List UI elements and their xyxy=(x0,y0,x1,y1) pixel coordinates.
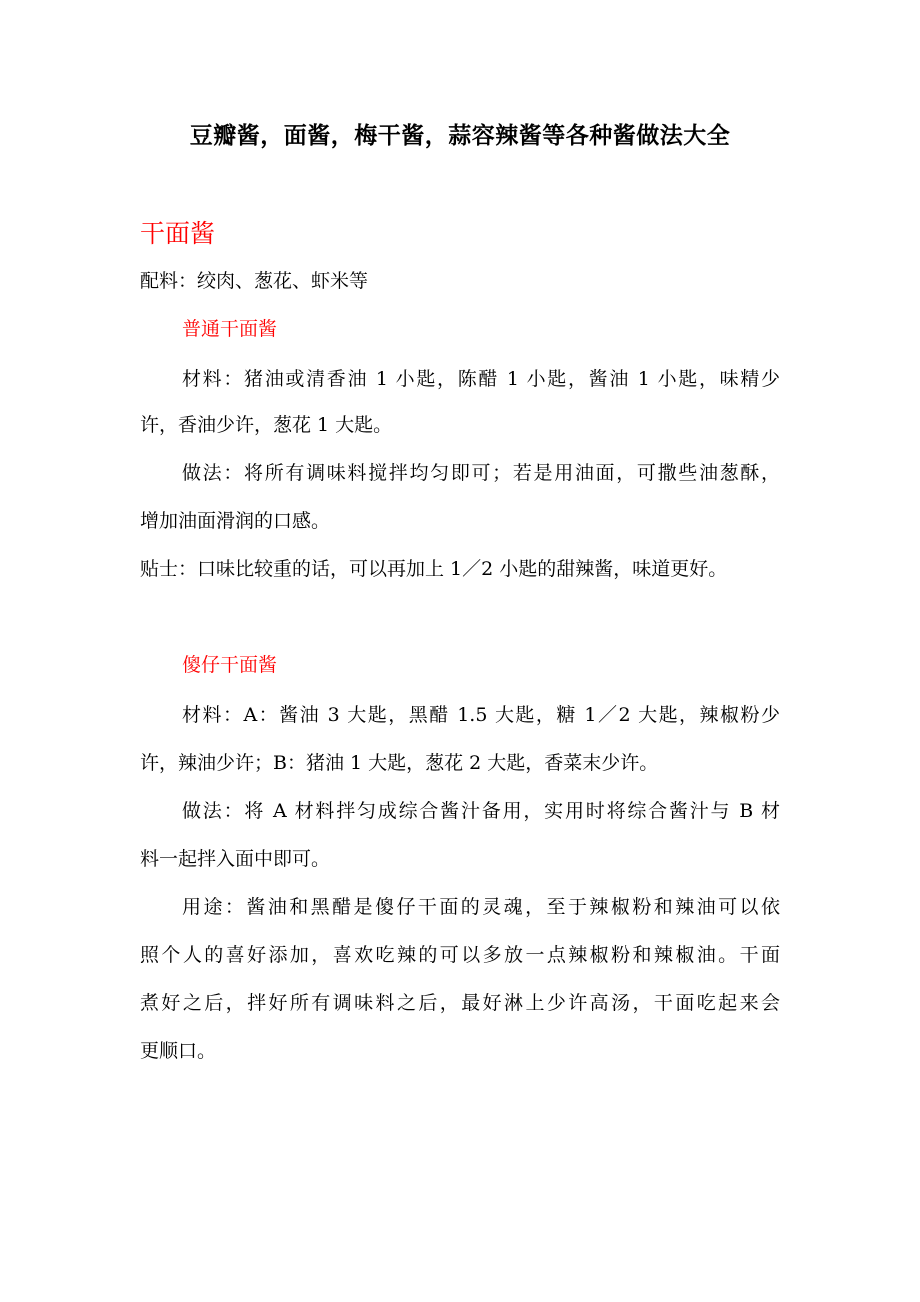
recipe2-usage-line1: 用途：酱油和黑醋是傻仔干面的灵魂，至于辣椒粉和辣油可以依 xyxy=(182,896,780,918)
recipe2-usage-line4: 更顺口。 xyxy=(140,1040,217,1062)
recipe1-title: 普通干面酱 xyxy=(182,318,278,340)
section-heading-dry-noodle-sauce: 干面酱 xyxy=(140,219,216,248)
recipe1-materials-line1: 材料：猪油或清香油 1 小匙，陈醋 1 小匙，酱油 1 小匙，味精少 xyxy=(182,368,780,390)
document-title: 豆瓣酱，面酱，梅干酱，蒜容辣酱等各种酱做法大全 xyxy=(189,123,731,149)
recipe2-usage-line3: 煮好之后，拌好所有调味料之后，最好淋上少许高汤，干面吃起来会 xyxy=(140,992,780,1014)
recipe1-method-line1: 做法：将所有调味料搅拌均匀即可；若是用油面，可撒些油葱酥， xyxy=(182,462,780,484)
recipe2-title: 傻仔干面酱 xyxy=(182,654,278,676)
recipe1-tip: 贴士：口味比较重的话，可以再加上 1／2 小匙的甜辣酱，味道更好。 xyxy=(140,558,728,580)
recipe2-method-line1: 做法：将 A 材料拌匀成综合酱汁备用，实用时将综合酱汁与 B 材 xyxy=(182,800,780,822)
ingredients-line: 配料：绞肉、葱花、虾米等 xyxy=(140,270,369,292)
recipe2-usage-line2: 照个人的喜好添加，喜欢吃辣的可以多放一点辣椒粉和辣椒油。干面 xyxy=(140,944,780,966)
recipe1-materials-line2: 许，香油少许，葱花 1 大匙。 xyxy=(140,414,393,436)
recipe2-materials-line2: 许，辣油少许；B：猪油 1 大匙，葱花 2 大匙，香菜末少许。 xyxy=(140,752,659,774)
recipe2-materials-line1: 材料：A：酱油 3 大匙，黑醋 1.5 大匙，糖 1／2 大匙，辣椒粉少 xyxy=(182,704,780,726)
recipe1-method-line2: 增加油面滑润的口感。 xyxy=(140,510,331,532)
recipe2-method-line2: 料一起拌入面中即可。 xyxy=(140,848,331,870)
